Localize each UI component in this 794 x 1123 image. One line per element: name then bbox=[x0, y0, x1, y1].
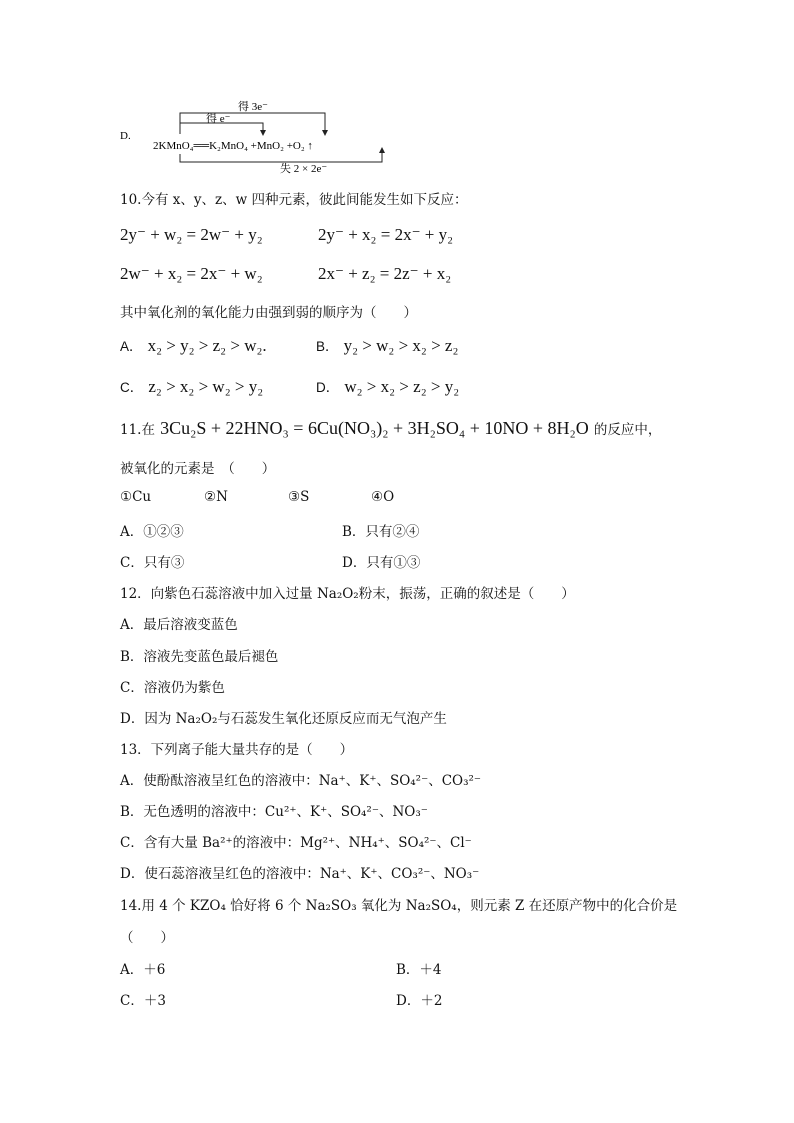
q10-question: 其中氧化剂的氧化能力由强到弱的顺序为（ ） bbox=[120, 305, 417, 321]
option-text: ＋4 bbox=[419, 962, 442, 978]
q13-stem: 13．下列离子能大量共存的是（ ） bbox=[120, 742, 354, 758]
q11-suffix: 的反应中， bbox=[593, 422, 662, 438]
q11-option-a bbox=[120, 520, 184, 540]
option-label: B． bbox=[316, 339, 339, 354]
q14-stem: 14.用 4 个 KZO₄ 恰好将 6 个 Na₂SO₃ 氧化为 Na₂SO₄，则元素 Z 在还原产物中的化合价是 bbox=[120, 898, 678, 914]
q10-reaction-4: 2x⁻ + z₂ = 2z⁻ + x₂ bbox=[318, 264, 452, 283]
q10-reaction-2: 2y⁻ + x₂ = 2x⁻ + y₂ bbox=[318, 225, 454, 244]
q11-stem bbox=[120, 418, 661, 439]
option-label: D． bbox=[396, 993, 421, 1009]
option-text: 只有①③ bbox=[366, 555, 421, 571]
q14-option-b bbox=[396, 958, 442, 978]
option-label: C． bbox=[120, 555, 144, 571]
q10-stem: 10.今有 x、y、z、w 四种元素，彼此间能发生如下反应： bbox=[120, 192, 468, 208]
q11-option-b bbox=[342, 520, 419, 540]
option-text: ＋6 bbox=[143, 962, 166, 978]
q14-option-d bbox=[396, 989, 442, 1009]
q12-option-d: D．因为 Na₂O₂与石蕊发生氧化还原反应而无气泡产生 bbox=[120, 711, 447, 727]
q11-element-1: ①Cu bbox=[120, 489, 152, 505]
option-label: D． bbox=[342, 555, 367, 571]
q13-option-b: B．无色透明的溶液中：Cu²⁺、K⁺、SO₄²⁻、NO₃⁻ bbox=[120, 804, 428, 820]
q10-option-b bbox=[316, 335, 458, 356]
q11-option-d bbox=[342, 551, 420, 571]
option-label: A． bbox=[120, 339, 143, 354]
q14-option-c bbox=[120, 989, 166, 1009]
q12-stem: 12．向紫色石蕊溶液中加入过量 Na₂O₂粉末，振荡，正确的叙述是（ ） bbox=[120, 586, 575, 602]
q11-prefix: 11.在 bbox=[120, 422, 155, 438]
q9-diagram bbox=[120, 96, 420, 176]
option-text: 只有②④ bbox=[365, 524, 420, 540]
option-label: B． bbox=[342, 524, 366, 540]
option-text: x₂ > y₂ > z₂ > w₂. bbox=[147, 336, 267, 355]
q11-element-4: ④O bbox=[371, 489, 395, 505]
option-text: ①②③ bbox=[143, 524, 184, 540]
q9-option-label: D. bbox=[120, 130, 131, 142]
q9-equation: 2KMnO₄══K₂MnO₄ +MnO₂ +O₂ ↑ bbox=[153, 140, 313, 152]
q9-gain-big: 得 3e⁻ bbox=[238, 101, 268, 113]
q11-element-3: ③S bbox=[288, 489, 310, 505]
q13-option-c: C．含有大量 Ba²⁺的溶液中：Mg²⁺、NH₄⁺、SO₄²⁻、Cl⁻ bbox=[120, 835, 472, 851]
q13-option-d: D．使石蕊溶液呈红色的溶液中：Na⁺、K⁺、CO₃²⁻、NO₃⁻ bbox=[120, 866, 480, 882]
q10-reaction-1: 2y⁻ + w₂ = 2w⁻ + y₂ bbox=[120, 225, 263, 244]
q10-reaction-3: 2w⁻ + x₂ = 2x⁻ + w₂ bbox=[120, 264, 263, 283]
q9-loss: 失 2 × 2e⁻ bbox=[280, 163, 328, 175]
q14-option-a bbox=[120, 958, 165, 978]
q10-option-c bbox=[120, 376, 263, 397]
option-text: y₂ > w₂ > x₂ > z₂ bbox=[343, 336, 459, 355]
q12-option-b: B．溶液先变蓝色最后褪色 bbox=[120, 649, 279, 665]
option-label: C． bbox=[120, 380, 144, 395]
q11-option-c bbox=[120, 551, 184, 571]
q13-option-a: A．使酚酞溶液呈红色的溶液中：Na⁺、K⁺、SO₄²⁻、CO₃²⁻ bbox=[120, 773, 482, 789]
option-label: A． bbox=[120, 524, 144, 540]
q10-option-d bbox=[316, 376, 459, 397]
option-text: ＋2 bbox=[420, 993, 443, 1009]
option-label: A． bbox=[120, 962, 144, 978]
q12-option-a: A．最后溶液变蓝色 bbox=[120, 617, 238, 633]
electron-transfer-diagram bbox=[120, 96, 420, 176]
q11-equation: 3Cu₂S + 22HNO₃ = 6Cu(NO₃)₂ + 3H₂SO₄ + 10NO + 8H₂O bbox=[160, 418, 589, 438]
q10-option-a bbox=[120, 335, 267, 356]
option-label: D． bbox=[316, 380, 340, 395]
option-label: C． bbox=[120, 993, 144, 1009]
option-text: ＋3 bbox=[143, 993, 166, 1009]
option-label: B． bbox=[396, 962, 420, 978]
option-text: 只有③ bbox=[143, 555, 185, 571]
option-text: z₂ > x₂ > w₂ > y₂ bbox=[148, 377, 264, 396]
q14-paren: （ ） bbox=[120, 930, 174, 946]
q12-option-c: C．溶液仍为紫色 bbox=[120, 680, 225, 696]
option-text: w₂ > x₂ > z₂ > y₂ bbox=[344, 377, 460, 396]
q11-element-2: ②N bbox=[204, 489, 228, 505]
q9-gain-small: 得 e⁻ bbox=[206, 113, 231, 125]
q11-line2: 被氧化的元素是 （ ） bbox=[120, 461, 276, 477]
